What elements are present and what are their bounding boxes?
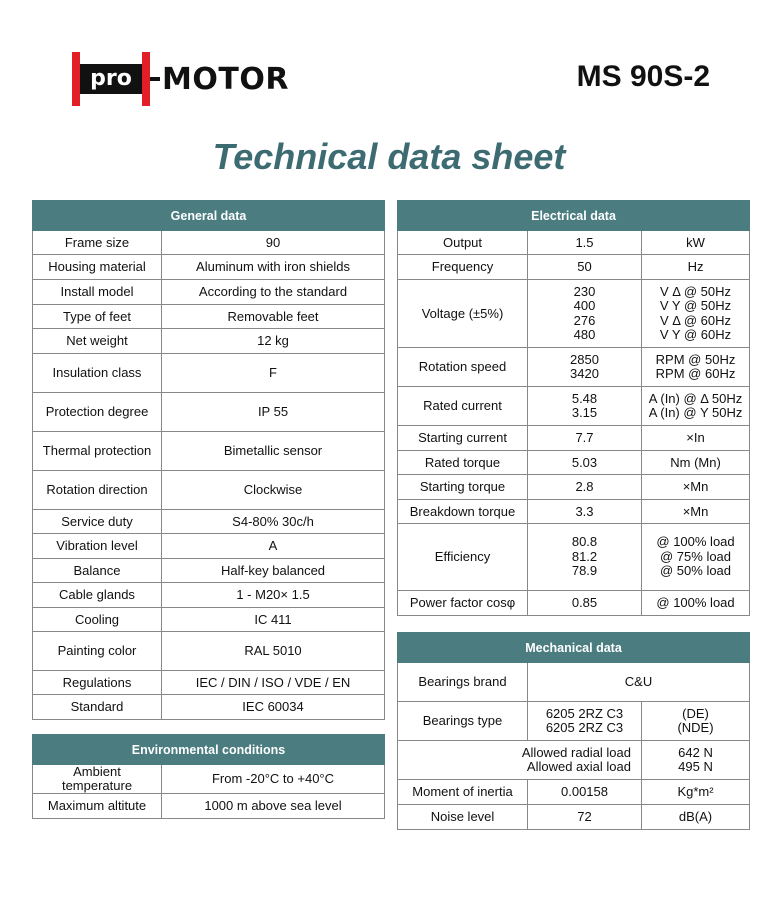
allowed-load-labels: [398, 741, 642, 780]
table-row: [398, 741, 750, 780]
voltage-units: [642, 280, 750, 348]
bearings-type-value: 6205 2RZ C3: [545, 720, 624, 735]
table-row: [33, 583, 385, 608]
starting-current-label: Starting current: [398, 426, 528, 451]
table-row: [33, 765, 385, 794]
row-label: Painting color: [33, 632, 162, 671]
starting-torque-label: Starting torque: [398, 475, 528, 500]
mechanical-data-heading: Mechanical data: [398, 633, 750, 663]
table-row: [33, 471, 385, 510]
table-row: [33, 695, 385, 720]
power-factor-unit: @ 100% load: [642, 591, 750, 616]
efficiency-values: [528, 524, 642, 591]
logo-pro-text: pro: [90, 66, 132, 91]
efficiency-value: 81.2: [571, 548, 598, 564]
row-value: Removable feet: [162, 305, 385, 329]
voltage-value: 230: [573, 283, 596, 299]
allowed-load-values: [642, 741, 750, 780]
frequency-value: 50: [528, 255, 642, 280]
efficiency-value: 78.9: [571, 563, 598, 579]
rotation-speed-value: 3420: [570, 366, 599, 381]
table-row: [33, 671, 385, 695]
table-row: [398, 348, 750, 387]
row-value: 90: [162, 231, 385, 255]
rotation-speed-value: 2850: [570, 351, 599, 367]
rated-current-values: [528, 387, 642, 426]
noise-level-value: 72: [528, 805, 642, 830]
row-value: S4-80% 30c/h: [162, 510, 385, 534]
bearings-type-label: Bearings type: [398, 702, 528, 741]
allowed-load-label: Allowed axial load: [526, 759, 631, 774]
page-title: Technical data sheet: [212, 136, 566, 177]
table-row: [398, 255, 750, 280]
table-row: [398, 475, 750, 500]
row-label: Service duty: [33, 510, 162, 534]
moment-of-inertia-unit: Kg*m²: [642, 780, 750, 805]
row-value: From -20°C to +40°C: [162, 765, 385, 794]
row-label: Type of feet: [33, 305, 162, 329]
efficiency-unit: @ 75% load: [660, 548, 732, 564]
table-row: [398, 500, 750, 524]
voltage-unit: V Δ @ 60Hz: [660, 312, 732, 328]
table-row: [398, 524, 750, 591]
rated-current-units: [642, 387, 750, 426]
row-label: Net weight: [33, 329, 162, 354]
starting-torque-unit: ×Mn: [642, 475, 750, 500]
voltage-unit: V Δ @ 50Hz: [660, 283, 732, 299]
row-value: Bimetallic sensor: [162, 432, 385, 471]
table-row: [33, 255, 385, 280]
voltage-label: Voltage (±5%): [398, 280, 528, 348]
environmental-heading: Environmental conditions: [33, 735, 385, 765]
rated-torque-value: 5.03: [528, 451, 642, 475]
table-row: [33, 393, 385, 432]
voltage-unit: V Y @ 60Hz: [659, 327, 732, 342]
row-value: A: [162, 534, 385, 559]
voltage-value: 480: [573, 327, 596, 342]
row-label: Frame size: [33, 231, 162, 255]
row-value: RAL 5010: [162, 632, 385, 671]
table-row: [33, 305, 385, 329]
mechanical-data-table: [397, 632, 750, 830]
noise-level-unit: dB(A): [642, 805, 750, 830]
starting-current-value: 7.7: [528, 426, 642, 451]
rotation-speed-unit: RPM @ 50Hz: [655, 351, 736, 367]
table-row: [398, 280, 750, 348]
moment-of-inertia-value: 0.00158: [528, 780, 642, 805]
brand-logo: [72, 52, 289, 106]
voltage-value: 276: [573, 312, 596, 328]
rated-current-label: Rated current: [398, 387, 528, 426]
rated-current-unit: A (In) @ Y 50Hz: [648, 405, 743, 420]
output-unit: kW: [642, 231, 750, 255]
rated-torque-unit: Nm (Mn): [642, 451, 750, 475]
logo-motor-text: MOTOR: [162, 61, 289, 97]
voltage-unit: V Y @ 50Hz: [659, 298, 732, 313]
starting-torque-value: 2.8: [528, 475, 642, 500]
bearings-type-units: [642, 702, 750, 741]
bearings-brand-label: Bearings brand: [398, 663, 528, 702]
row-label: Regulations: [33, 671, 162, 695]
starting-current-unit: ×In: [642, 426, 750, 451]
allowed-load-value: 642 N: [678, 744, 713, 760]
table-row: [33, 280, 385, 305]
frequency-label: Frequency: [398, 255, 528, 280]
rated-current-value: 3.15: [571, 405, 598, 420]
rotation-speed-values: [528, 348, 642, 387]
table-row: [33, 510, 385, 534]
efficiency-unit: @ 50% load: [660, 563, 732, 579]
efficiency-units: [642, 524, 750, 591]
row-label: Housing material: [33, 255, 162, 280]
model-number: MS 90S-2: [576, 60, 710, 93]
table-row: [398, 780, 750, 805]
breakdown-torque-unit: ×Mn: [642, 500, 750, 524]
row-value: 1 - M20× 1.5: [162, 583, 385, 608]
row-value: 12 kg: [162, 329, 385, 354]
table-row: [398, 663, 750, 702]
table-row: [33, 534, 385, 559]
table-row: [33, 432, 385, 471]
row-label: Vibration level: [33, 534, 162, 559]
noise-level-label: Noise level: [398, 805, 528, 830]
bearings-type-value: 6205 2RZ C3: [545, 705, 624, 721]
rotation-speed-units: [642, 348, 750, 387]
table-row: [398, 702, 750, 741]
row-value: IEC / DIN / ISO / VDE / EN: [162, 671, 385, 695]
logo-mark: [72, 52, 150, 106]
frequency-unit: Hz: [642, 255, 750, 280]
output-label: Output: [398, 231, 528, 255]
efficiency-unit: @ 100% load: [656, 534, 735, 550]
table-row: [33, 231, 385, 255]
bearings-type-values: [528, 702, 642, 741]
row-label: Install model: [33, 280, 162, 305]
breakdown-torque-value: 3.3: [528, 500, 642, 524]
row-value: According to the standard: [162, 280, 385, 305]
row-value: Aluminum with iron shields: [162, 255, 385, 280]
voltage-values: [528, 280, 642, 348]
table-row: [398, 591, 750, 616]
efficiency-label: Efficiency: [398, 524, 528, 591]
row-value: Half-key balanced: [162, 559, 385, 583]
row-label: Cooling: [33, 608, 162, 632]
bearings-type-unit: (NDE): [677, 720, 714, 735]
row-label: Cable glands: [33, 583, 162, 608]
table-row: [398, 231, 750, 255]
table-row: [398, 451, 750, 475]
row-label: Ambient temperature: [33, 765, 162, 794]
row-value: IC 411: [162, 608, 385, 632]
row-label: Standard: [33, 695, 162, 720]
rated-torque-label: Rated torque: [398, 451, 528, 475]
electrical-data-table: [397, 200, 750, 616]
environmental-conditions-table: [32, 734, 385, 819]
breakdown-torque-label: Breakdown torque: [398, 500, 528, 524]
efficiency-value: 80.8: [571, 534, 598, 550]
general-data-table: [32, 200, 385, 720]
electrical-data-heading: Electrical data: [398, 201, 750, 231]
table-row: [33, 354, 385, 393]
row-label: Thermal protection: [33, 432, 162, 471]
power-factor-value: 0.85: [528, 591, 642, 616]
row-value: Clockwise: [162, 471, 385, 510]
table-row: [33, 794, 385, 819]
row-value: 1000 m above sea level: [162, 794, 385, 819]
row-label: Maximum altitute: [33, 794, 162, 819]
table-row: [33, 632, 385, 671]
row-value: F: [162, 354, 385, 393]
bearings-brand-value: C&U: [528, 663, 750, 702]
output-value: 1.5: [528, 231, 642, 255]
rotation-speed-unit: RPM @ 60Hz: [655, 366, 736, 381]
table-row: [398, 426, 750, 451]
rated-current-unit: A (In) @ Δ 50Hz: [648, 390, 743, 406]
general-data-heading: General data: [33, 201, 385, 231]
table-row: [33, 559, 385, 583]
voltage-value: 400: [573, 298, 596, 313]
row-label: Protection degree: [33, 393, 162, 432]
row-label: Balance: [33, 559, 162, 583]
table-row: [33, 608, 385, 632]
row-value: IP 55: [162, 393, 385, 432]
rated-current-value: 5.48: [571, 390, 598, 406]
bearings-type-unit: (DE): [682, 705, 709, 721]
moment-of-inertia-label: Moment of inertia: [398, 780, 528, 805]
row-label: Insulation class: [33, 354, 162, 393]
allowed-load-value: 495 N: [678, 759, 713, 774]
table-row: [398, 805, 750, 830]
rotation-speed-label: Rotation speed: [398, 348, 528, 387]
table-row: [33, 329, 385, 354]
table-row: [398, 387, 750, 426]
row-value: IEC 60034: [162, 695, 385, 720]
power-factor-label: Power factor cosφ: [398, 591, 528, 616]
row-label: Rotation direction: [33, 471, 162, 510]
allowed-load-label: Allowed radial load: [521, 744, 631, 760]
